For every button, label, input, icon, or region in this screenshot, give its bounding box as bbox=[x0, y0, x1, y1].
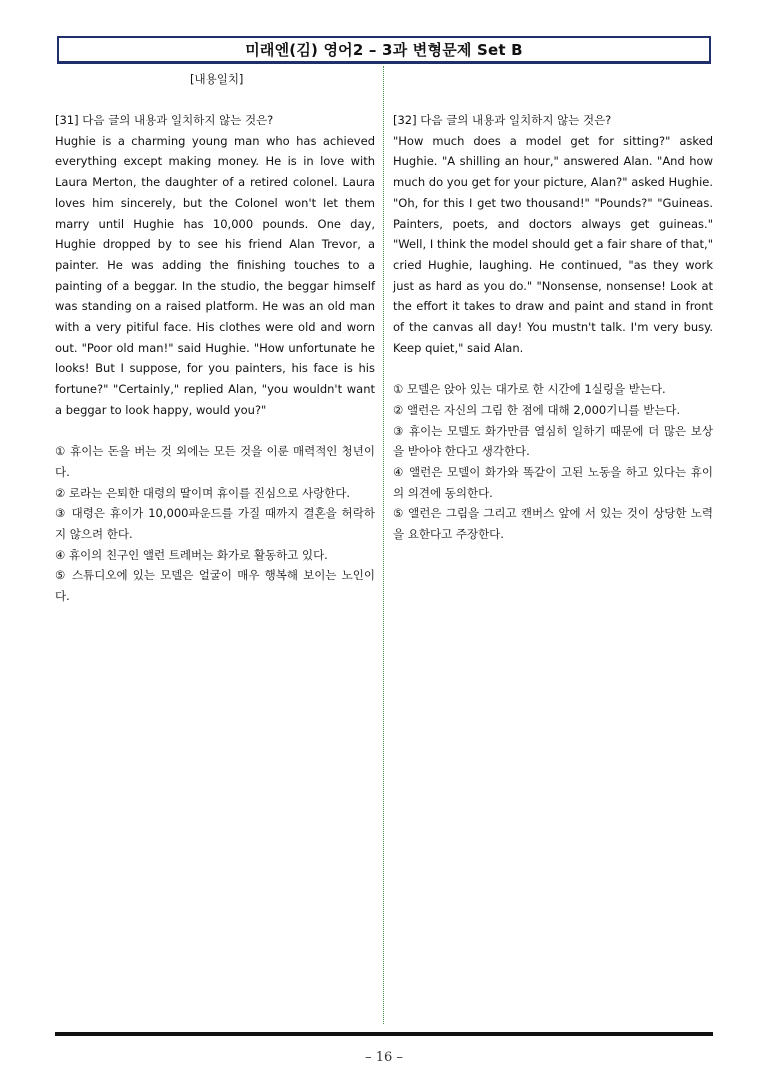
column-divider bbox=[383, 66, 384, 1024]
question-title: [31] 다음 글의 내용과 일치하지 않는 것은? bbox=[55, 113, 274, 127]
page-number: – 16 – bbox=[365, 1050, 403, 1065]
option-2: ② 로라는 은퇴한 대령의 딸이며 휴이를 진심으로 사랑한다. bbox=[55, 485, 351, 500]
option-3: ③ 휴이는 모델도 화가만큼 열심히 일하기 때문에 더 많은 보상을 받아야 한다고 생각한다. bbox=[393, 423, 713, 459]
option-4: ④ 휴이의 친구인 앨런 트레버는 화가로 활동하고 있다. bbox=[55, 547, 328, 562]
question-32 bbox=[393, 110, 713, 545]
section-tag: [내용일치] bbox=[190, 72, 244, 86]
question-31 bbox=[55, 110, 375, 607]
footer-rule bbox=[55, 1032, 713, 1036]
option-1: ① 휴이는 돈을 버는 것 외에는 모든 것을 이룬 매력적인 청년이다. bbox=[55, 444, 375, 479]
passage-text: Hughie is a charming young man who has achieved everything except making money. He is in love with Laura Merton, the daughter of a retired colonel. Laura loves him sincerely, but the Colonel won't let them marry until Hughie has 10,000 pounds. One day, Hughie dropped by to see his friend Alan Trevor, a painter. He was adding the finishing touches to a painting of a beggar. In the studio, the beggar himself was standing on a raised platform. He was an old man with a very pitiful face. His clothes were old and worn out. "Poor old man!" said Hughie. "How unfortunate he looks! But I suppose, for you painters, his face is his fortune?" "Certainly," replied Alan, "you wouldn't want a beggar to look happy, would you?" bbox=[55, 133, 375, 417]
option-5: ⑤ 스튜디오에 있는 모델은 얼굴이 매우 행복해 보이는 노인이다. bbox=[55, 568, 375, 604]
option-1: ① 모델은 앉아 있는 대가로 한 시간에 1실링을 받는다. bbox=[393, 382, 666, 397]
option-4: ④ 앨런은 모델이 화가와 똑같이 고된 노동을 하고 있다는 휴이의 의견에 동의한다. bbox=[393, 464, 713, 500]
page-title: 미래엔(김) 영어2 – 3과 변형문제 Set B bbox=[57, 36, 711, 64]
option-3: ③ 대령은 휴이가 10,000파운드를 가질 때까지 결혼을 허락하지 않으려 한다. bbox=[55, 506, 375, 542]
passage-text: "How much does a model get for sitting?" asked Hughie. "A shilling an hour," answered Alan. "And how much do you get for your picture, Alan?" asked Hughie. "Oh, for this I get two thousand!" "Pounds?" "Guineas. Painters, poets, and doctors always get guineas." "Well, I think the model should get a fair share of that," cried Hughie, laughing. He continued, "as they work just as hard as you do." "Nonsense, nonsense! Look at the effort it takes to draw and paint and stand in front of the canvas all day! You mustn't talk. I'm very busy. Keep quiet," said Alan. bbox=[393, 133, 713, 355]
option-2: ② 앨런은 자신의 그림 한 점에 대해 2,000기니를 받는다. bbox=[393, 402, 681, 417]
question-title: [32] 다음 글의 내용과 일치하지 않는 것은? bbox=[393, 113, 612, 127]
option-5: ⑤ 앨런은 그림을 그리고 캔버스 앞에 서 있는 것이 상당한 노력을 요한다고 주장한다. bbox=[393, 506, 713, 542]
